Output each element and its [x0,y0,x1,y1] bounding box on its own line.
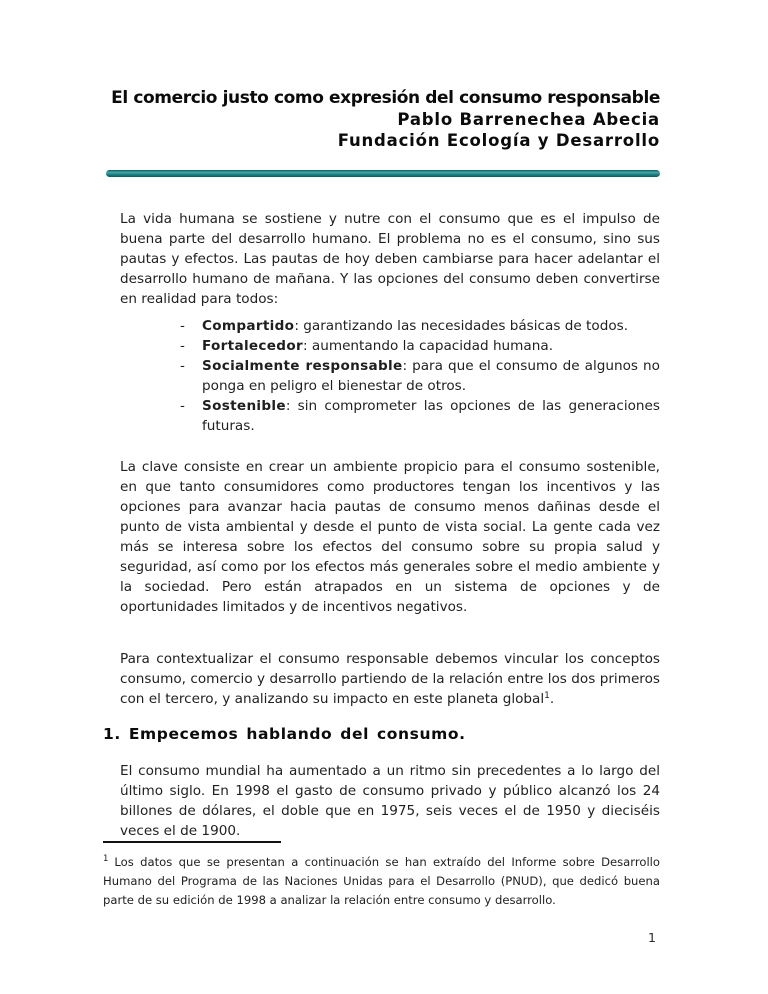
paragraph-context [120,649,660,709]
consumption-options-list [120,316,660,436]
list-term: Compartido [202,318,295,334]
bullet-dash-icon: - [180,358,185,374]
document-title: El comercio justo como expresión del consumo responsable [111,88,660,108]
list-text: : sin comprometer las opciones de las generaciones futuras. [202,398,660,434]
paragraph-context-text: Para contextualizar el consumo responsable debemos vincular los conceptos consumo, comercio y desarrollo partiendo de la relación entre los dos primeros con el tercero, y analizando su impacto en este planeta global [120,651,660,707]
paragraph-key: La clave consiste en crear un ambiente propicio para el consumo sostenible, en que tanto consumidores como productores tengan los incentivos y las opciones para avanzar hacia pautas de consumo menos dañinas desde el punto de vista ambiental y desde el punto de vista social. La gente cada vez más se interesa sobre los efectos del consumo sobre su propia salud y seguridad, así como por los efectos más generales sobre el medio ambiente y la sociedad. Pero están atrapados en un sistema de opciones y de oportunidades limitados y de incentivos negativos. [120,459,660,615]
list-item-sostenible [120,396,660,436]
list-item-compartido [120,316,660,336]
list-term: Socialmente responsable [202,358,403,374]
paragraph-growth: El consumo mundial ha aumentado a un ritmo sin precedentes a lo largo del último siglo. En 1998 el gasto de consumo privado y público alcanzó los 24 billones de dólares, el doble que en 1975, seis veces el de 1950 y dieciséis veces el de 1900. [120,763,660,839]
author-name: Pablo Barrenechea Abecia [397,110,660,129]
footnote-body [103,850,660,910]
document-body [103,209,660,841]
bullet-dash-icon: - [180,398,185,414]
paragraph-intro: La vida humana se sostiene y nutre con el consumo que es el impulso de buena parte del desarrollo humano. El problema no es el consumo, sino sus pautas y efectos. Las pautas de hoy deben cambiarse para hacer adelantar el desarrollo humano de mañana. Y las opciones del consumo deben convertirse en realidad para todos: [120,211,660,307]
bullet-dash-icon: - [180,338,185,354]
list-text: : para que el consumo de algunos no ponga en peligro el bienestar de otros. [202,358,660,394]
section-heading-1: 1. Empecemos hablando del consumo. [103,725,466,743]
list-term: Sostenible [202,398,286,414]
page-number: 1 [648,930,656,945]
list-item-fortalecedor [120,336,660,356]
list-text: : aumentando la capacidad humana. [302,338,554,354]
bullet-dash-icon: - [180,318,185,334]
footnote-reference: 1 [544,691,550,701]
document-header [0,0,768,151]
organization-name: Fundación Ecología y Desarrollo [337,131,660,150]
footnote-marker: 1 [103,854,109,864]
list-term: Fortalecedor [202,338,303,354]
footnote-separator [103,841,281,843]
teal-divider-rule [106,170,660,177]
footnote-text: Los datos que se presentan a continuación se han extraído del Informe sobre Desarrollo Humano del Programa de las Naciones Unidas para el Desarrollo (PNUD), que dedicó buena parte de su edición de 1998 a analizar la relación entre consumo y desarrollo. [103,855,660,907]
list-item-socialmente-responsable [120,356,660,396]
paragraph-context-period: . [549,691,555,707]
list-text: : garantizando las necesidades básicas de todos. [294,318,629,334]
footnote [103,841,660,910]
